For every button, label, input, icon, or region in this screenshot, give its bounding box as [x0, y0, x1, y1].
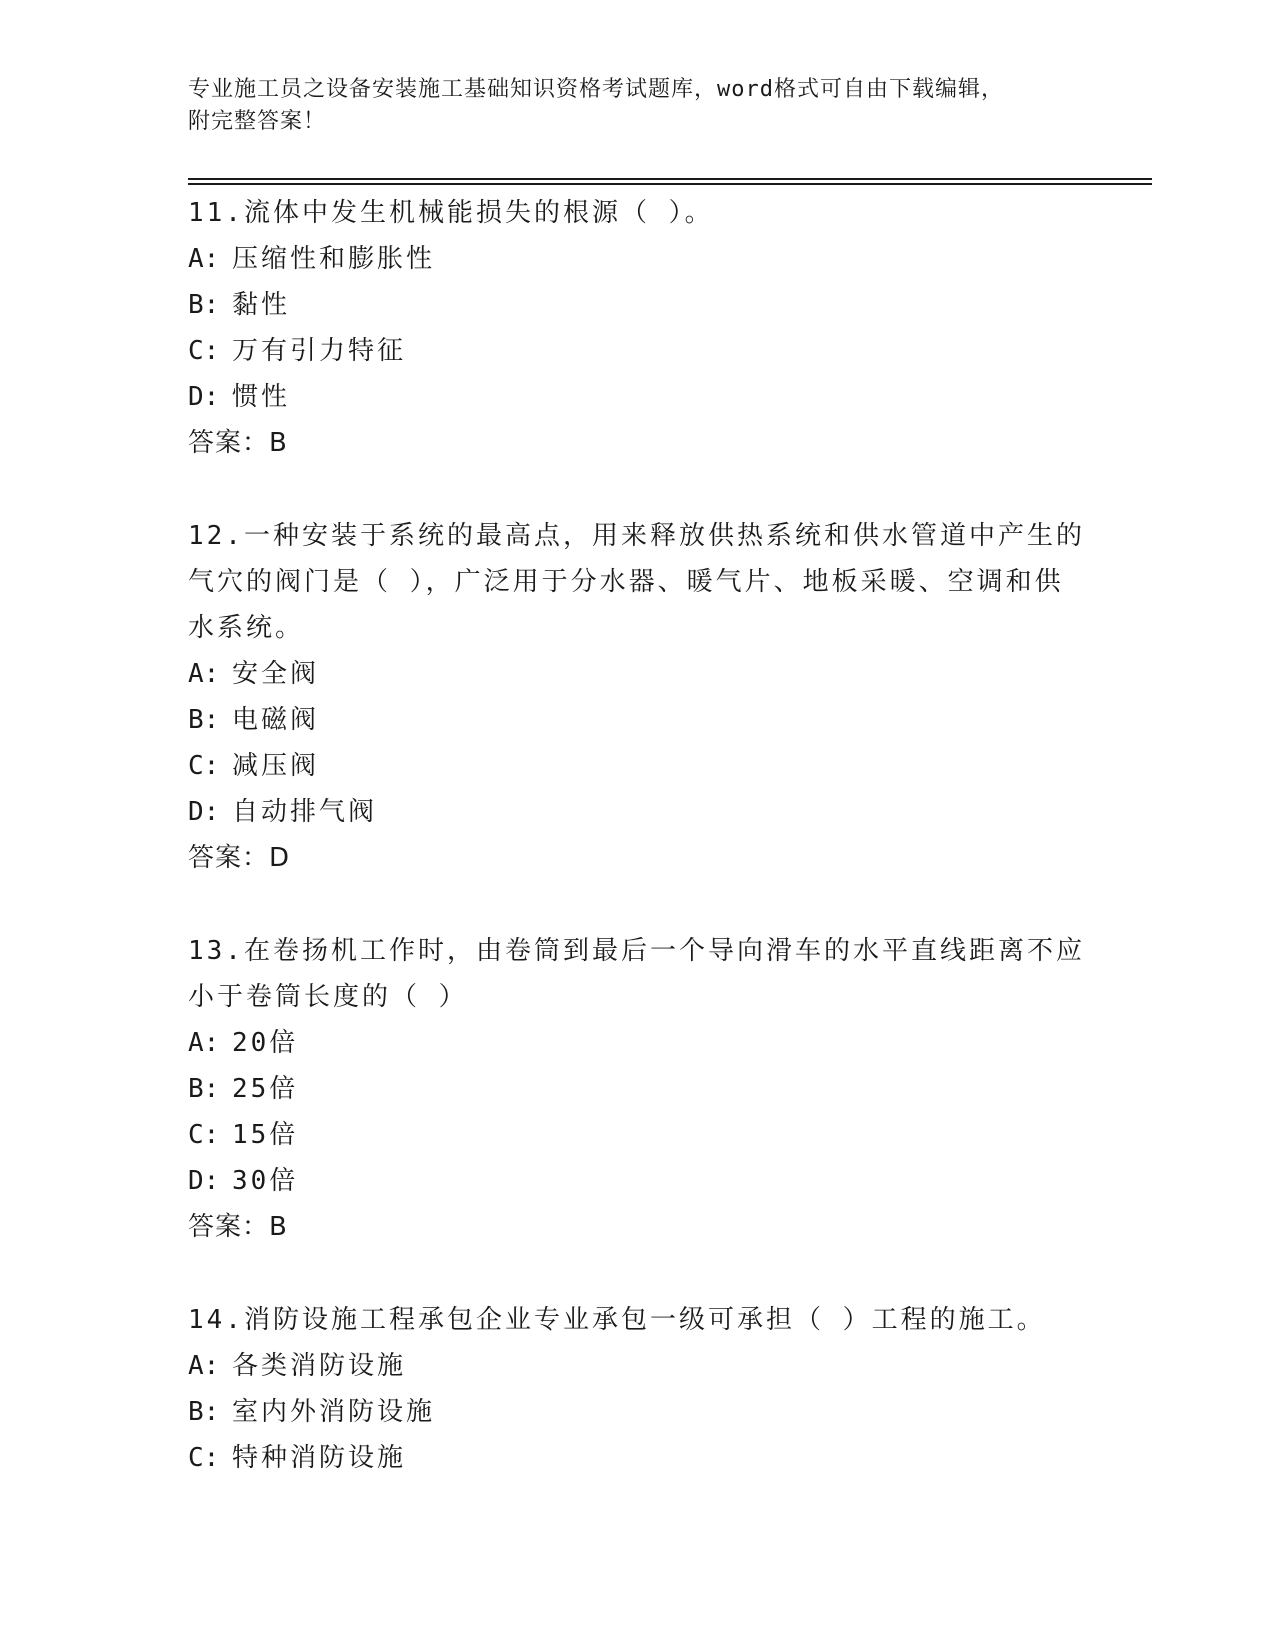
answer-option — [188, 697, 1088, 743]
option-letter: C: — [188, 336, 220, 366]
answer-key: 答案：B — [188, 428, 288, 458]
answer-option — [188, 1020, 1088, 1066]
option-text: 电磁阀 — [232, 705, 320, 735]
question-stem-line: 气穴的阀门是（ ），广泛用于分水器、暖气片、地板采暖、空调和供 — [188, 567, 1064, 597]
answer-option — [188, 282, 1088, 328]
question-block — [188, 513, 1088, 881]
option-letter: B: — [188, 290, 220, 320]
answer-option — [188, 1435, 1088, 1481]
answer-key: 答案：D — [188, 843, 291, 873]
option-letter: D: — [188, 382, 220, 412]
option-letter: C: — [188, 1443, 220, 1473]
header-divider-bottom — [188, 183, 1152, 185]
answer-option — [188, 1343, 1088, 1389]
option-letter: A: — [188, 244, 220, 274]
question-block — [188, 190, 1088, 466]
question-list — [188, 190, 1088, 1528]
option-text: 万有引力特征 — [232, 336, 407, 366]
option-letter: D: — [188, 797, 220, 827]
header-divider-top — [188, 178, 1152, 180]
option-text: 压缩性和膨胀性 — [232, 244, 436, 274]
header-line-2: 附完整答案！ — [188, 109, 327, 134]
question-block — [188, 928, 1088, 1250]
option-text: 15倍 — [232, 1120, 299, 1150]
option-text: 各类消防设施 — [232, 1351, 407, 1381]
option-letter: A: — [188, 1351, 220, 1381]
option-letter: C: — [188, 751, 220, 781]
header-line-1: 专业施工员之设备安装施工基础知识资格考试题库，word格式可自由下载编辑， — [188, 77, 1004, 102]
question-stem-line: 11.流体中发生机械能损失的根源（ ）。 — [188, 198, 714, 228]
option-text: 20倍 — [232, 1028, 299, 1058]
option-text: 安全阀 — [232, 659, 320, 689]
option-letter: C: — [188, 1120, 220, 1150]
answer-option — [188, 1389, 1088, 1435]
question-stem-line: 12.一种安装于系统的最高点，用来释放供热系统和供水管道中产生的 — [188, 521, 1085, 551]
answer-option — [188, 1066, 1088, 1112]
option-text: 黏性 — [232, 290, 291, 320]
option-letter: A: — [188, 1028, 220, 1058]
option-letter: A: — [188, 659, 220, 689]
answer-option — [188, 789, 1088, 835]
question-stem-line: 13.在卷扬机工作时，由卷筒到最后一个导向滑车的水平直线距离不应 — [188, 936, 1085, 966]
question-block — [188, 1297, 1088, 1481]
question-stem-line: 14.消防设施工程承包企业专业承包一级可承担（ ）工程的施工。 — [188, 1305, 1046, 1335]
answer-option — [188, 1158, 1088, 1204]
option-text: 特种消防设施 — [232, 1443, 407, 1473]
document-header — [188, 74, 1088, 138]
question-stem-line: 水系统。 — [188, 613, 305, 643]
answer-key: 答案：B — [188, 1212, 288, 1242]
option-text: 室内外消防设施 — [232, 1397, 436, 1427]
option-letter: B: — [188, 1397, 220, 1427]
option-text: 30倍 — [232, 1166, 299, 1196]
answer-option — [188, 374, 1088, 420]
question-stem-line: 小于卷筒长度的（ ） — [188, 982, 468, 1012]
option-text: 自动排气阀 — [232, 797, 378, 827]
option-text: 惯性 — [232, 382, 291, 412]
answer-option — [188, 651, 1088, 697]
answer-option — [188, 328, 1088, 374]
answer-option — [188, 743, 1088, 789]
option-letter: B: — [188, 705, 220, 735]
option-text: 25倍 — [232, 1074, 299, 1104]
answer-option — [188, 1112, 1088, 1158]
answer-option — [188, 236, 1088, 282]
option-letter: D: — [188, 1166, 220, 1196]
option-letter: B: — [188, 1074, 220, 1104]
option-text: 减压阀 — [232, 751, 320, 781]
